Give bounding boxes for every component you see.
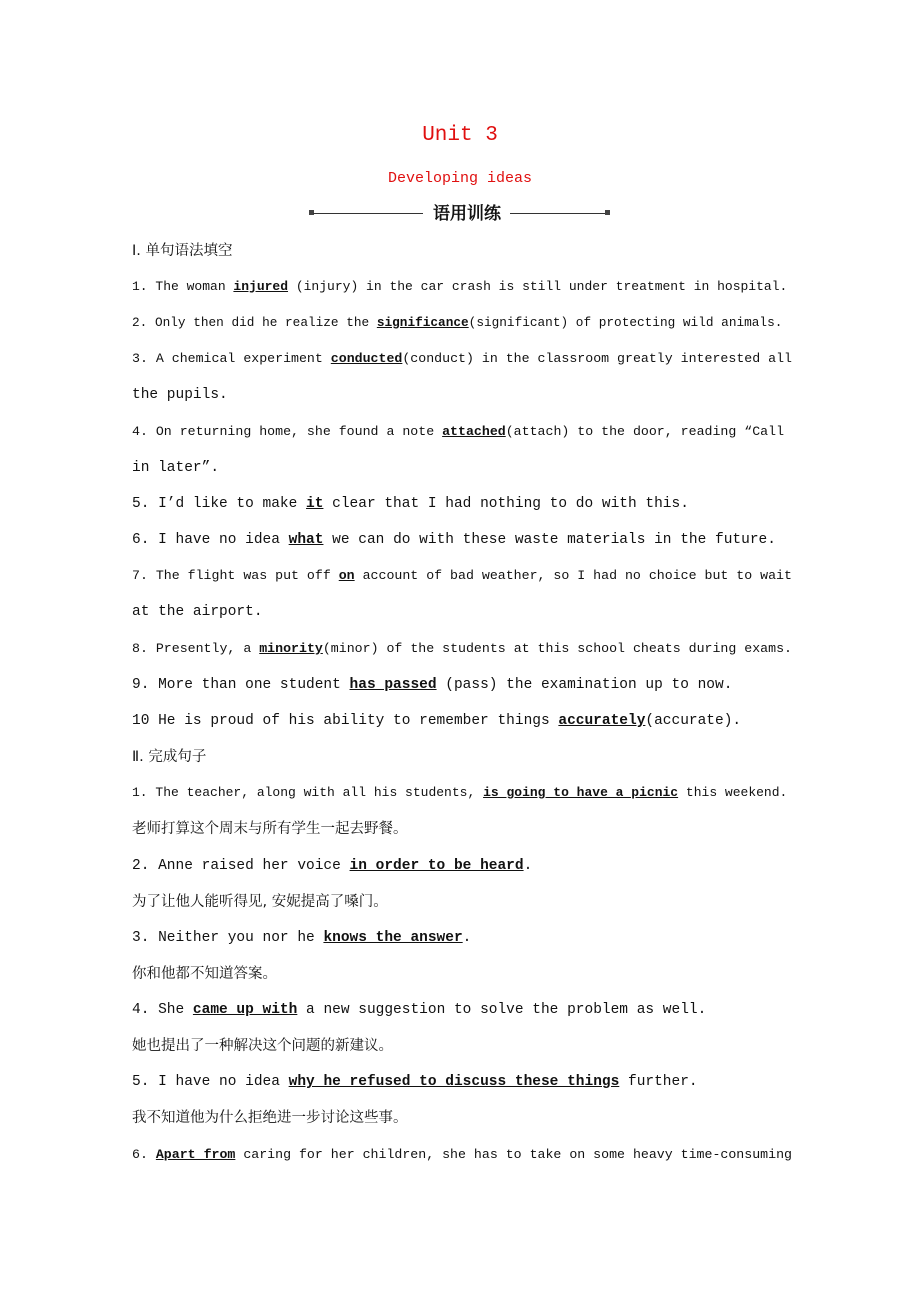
answer: minority — [259, 641, 323, 656]
exercise-line: 6. I have no idea what we can do with these waste materials in the future. — [132, 532, 776, 548]
translation-line: 她也提出了一种解决这个问题的新建议。 — [132, 1038, 393, 1054]
exercise-line-cont: at the airport. — [132, 604, 263, 620]
banner-right-dot — [605, 210, 610, 215]
translation-line: 我不知道他为什么拒绝进一步讨论这些事。 — [132, 1110, 408, 1126]
exercise-line: 6. Apart from caring for her children, she has to take on some heavy time-consuming — [132, 1147, 792, 1162]
section1-heading: Ⅰ. 单句语法填空 — [132, 243, 233, 259]
exercise-line: 3. A chemical experiment conducted(conduct) in the classroom greatly interested all — [132, 351, 792, 366]
answer: has passed — [349, 677, 437, 693]
banner-left-rule — [313, 213, 423, 214]
exercise-line: 2. Only then did he realize the significance(significant) of protecting wild animals. — [132, 315, 783, 330]
exercise-line: 1. The woman injured (injury) in the car crash is still under treatment in hospital. — [132, 279, 788, 294]
answer: attached — [442, 424, 506, 439]
section2-heading: Ⅱ. 完成句子 — [132, 749, 207, 765]
exercise-line: 10 He is proud of his ability to remember things accurately(accurate). — [132, 713, 742, 729]
answer: is going to have a picnic — [483, 785, 679, 800]
banner-text: 语用训练 — [433, 204, 501, 224]
exercise-line-cont: in later”. — [132, 460, 220, 476]
exercise-line-cont: the pupils. — [132, 387, 228, 403]
exercise-line: 3. Neither you nor he knows the answer. — [132, 930, 472, 946]
banner-right-rule — [510, 213, 606, 214]
answer: accurately — [558, 713, 646, 729]
page-subtitle: Developing ideas — [387, 170, 533, 187]
answer: conducted — [330, 351, 403, 366]
section-banner — [0, 203, 920, 225]
exercise-line: 8. Presently, a minority(minor) of the students at this school cheats during exams. — [132, 641, 792, 656]
answer: injured — [233, 279, 289, 294]
exercise-line: 7. The flight was put off on account of bad weather, so I had no choice but to wait — [132, 568, 792, 583]
translation-line: 老师打算这个周末与所有学生一起去野餐。 — [132, 821, 408, 837]
translation-line: 你和他都不知道答案。 — [132, 966, 277, 982]
page-title: Unit 3 — [422, 124, 498, 147]
exercise-line: 4. She came up with a new suggestion to solve the problem as well. — [132, 1002, 707, 1018]
exercise-line: 5. I have no idea why he refused to discuss these things further. — [132, 1074, 698, 1090]
answer: what — [288, 532, 324, 548]
answer: on — [338, 568, 355, 583]
translation-line: 为了让他人能听得见, 安妮提高了嗓门。 — [132, 894, 388, 910]
answer: why he refused to discuss these things — [288, 1074, 620, 1090]
answer: knows the answer — [323, 930, 463, 946]
answer: came up with — [192, 1002, 298, 1018]
answer: in order to be heard — [349, 858, 524, 874]
exercise-line: 4. On returning home, she found a note attached(attach) to the door, reading “Call — [132, 424, 785, 439]
exercise-line: 5. I’d like to make it clear that I had nothing to do with this. — [132, 496, 689, 512]
answer: Apart from — [155, 1147, 236, 1162]
answer: significance — [376, 315, 469, 330]
exercise-line: 9. More than one student has passed (pass) the examination up to now. — [132, 677, 733, 693]
answer: it — [306, 496, 324, 512]
exercise-line: 1. The teacher, along with all his students, is going to have a picnic this weekend. — [132, 785, 788, 800]
exercise-line: 2. Anne raised her voice in order to be heard. — [132, 858, 533, 874]
